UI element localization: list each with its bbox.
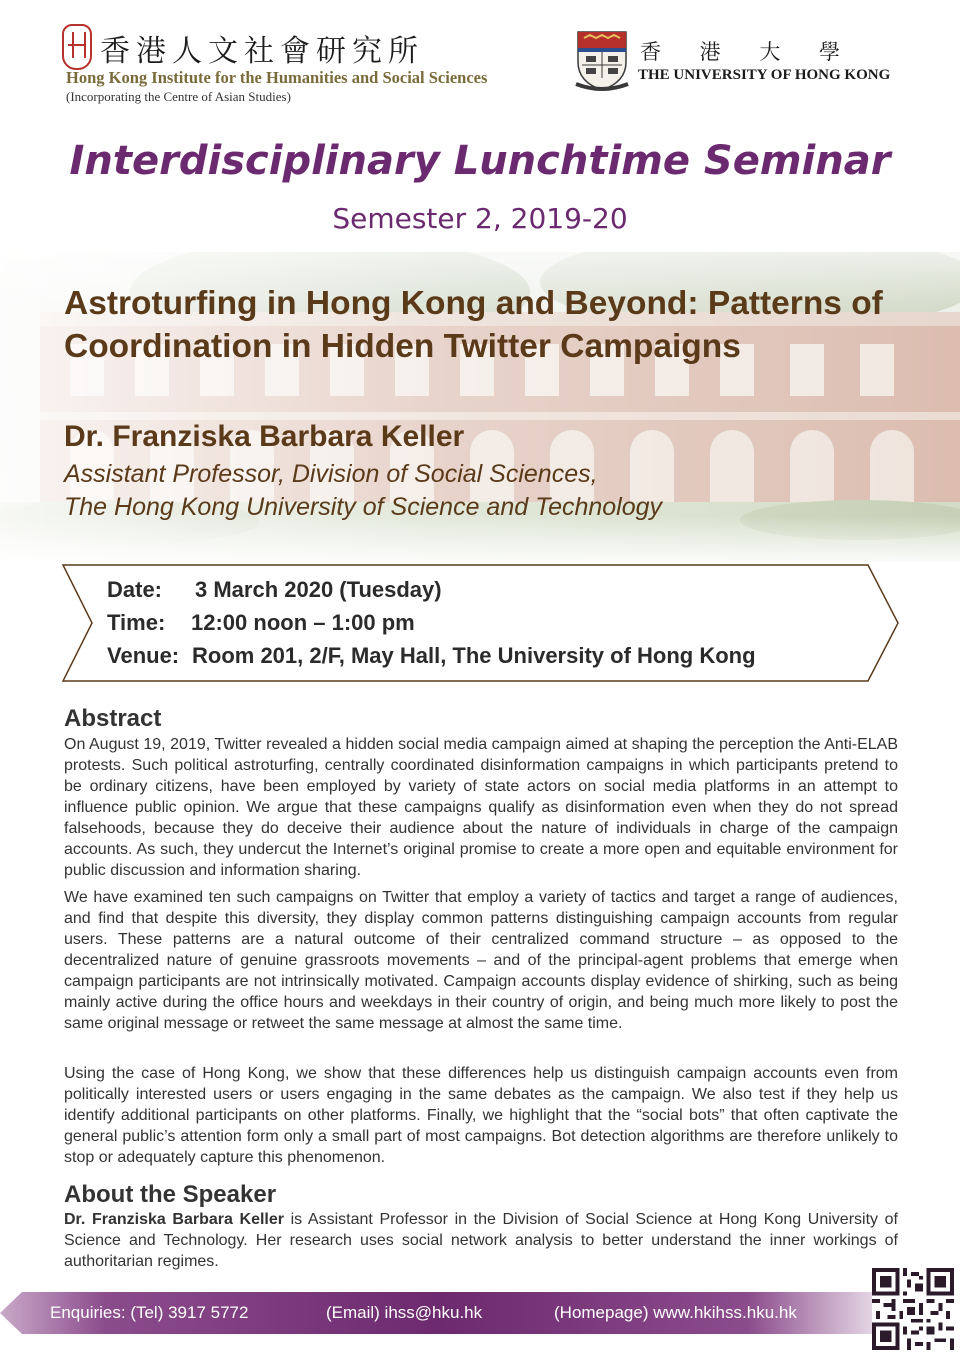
abstract-paragraph-1: On August 19, 2019, Twitter revealed a hidden social media campaign aimed at shaping the perception the Anti-ELAB protests. Such political astroturfing, centrally coordinated disinformation campaigns in which participants pretend to be ordinary citizens, have been employed by variety of state actors on social media platforms in an attempt to influence public opinion. We argue that these campaigns qualify as disinformation even when they do not spread falsehoods, because they do deceive their audience about the nature of individuals in charge of the campaign accounts. As such, they undercut the Internet’s original promise to create a more open and equitable environment for public discussion and information sharing. (64, 736, 898, 879)
about-speaker-name: Dr. Franziska Barbara Keller (64, 1211, 284, 1228)
time-value: 12:00 noon – 1:00 pm (191, 610, 415, 635)
venue-label: Venue: (107, 643, 180, 668)
talk-title: Astroturfing in Hong Kong and Beyond: Patterns of Coordination in Hidden Twitter Campaigns (64, 285, 883, 365)
institute-subtitle: (Incorporating the Centre of Asian Studies) (66, 89, 291, 104)
venue-row (107, 643, 756, 669)
footer-email[interactable]: (Email) ihss@hku.hk (326, 1303, 483, 1322)
about-speaker-heading: About the Speaker (64, 1181, 277, 1208)
footer-homepage[interactable]: (Homepage) www.hkihss.hku.hk (554, 1303, 797, 1322)
time-label: Time: (107, 610, 166, 635)
time-row (107, 610, 415, 636)
footer-telephone: Enquiries: (Tel) 3917 5772 (50, 1303, 249, 1322)
affiliation-line-1: Assistant Professor, Division of Social Sciences, (64, 460, 598, 488)
date-value: 3 March 2020 (Tuesday) (195, 577, 442, 602)
hkihss-seal-logo (62, 24, 92, 70)
speaker-name: Dr. Franziska Barbara Keller (64, 420, 465, 453)
affiliation-line-2: The Hong Kong University of Science and Technology (64, 493, 663, 521)
about-speaker-paragraph (64, 1209, 898, 1272)
seminar-series-title: Interdisciplinary Lunchtime Seminar (69, 138, 891, 184)
date-label: Date: (107, 577, 163, 602)
qr-code (872, 1268, 954, 1350)
abstract-heading: Abstract (64, 705, 162, 732)
institute-name-chinese: 香港人文社會研究所 (100, 34, 424, 69)
hku-crest-logo (574, 28, 630, 92)
university-name-english: THE UNIVERSITY OF HONG KONG (638, 67, 891, 83)
date-row (107, 577, 442, 603)
abstract-paragraph-3: Using the case of Hong Kong, we show that these differences help us distinguish campaign accounts even from politically interested users or users engaging in the same debates as the campaign. We also test if they help us identify additional participants on other platforms. Finally, we highlight that the “social bots” that often captivate the general public’s attention form only a small part of most campaigns. Bot detection algorithms are therefore unlikely to stop or adequately capture this phenomenon. (64, 1065, 898, 1166)
about-speaker-text: is Assistant Professor in the Division of Social Science at Hong Kong University of Science and Technology. Her research uses social network analysis to better understand the inner workings of authoritarian regimes. (64, 1211, 898, 1270)
abstract-paragraph-2: We have examined ten such campaigns on Twitter that employ a variety of tactics and target a range of audiences, and find that despite this diversity, they display common patterns distinguishing campaign accounts from regular users. These patterns are a natural outcome of their centralized command structure – as opposed to the decentralized nature of genuine grassroots movements – and of the principal-agent problems that emerge when campaign participants are not intrinsically motivated. Campaign accounts display evidence of shirking, such as being mainly active during the office hours and weekdays in their country of origin, and being much more likely to post the same original message or retweet the same message at almost the same time. (64, 889, 898, 1032)
venue-value: Room 201, 2/F, May Hall, The University of Hong Kong (192, 643, 756, 668)
university-name-chinese: 香 港 大 學 (640, 40, 857, 64)
semester-label: Semester 2, 2019-20 (332, 202, 628, 235)
institute-name-english: Hong Kong Institute for the Humanities and Social Sciences (66, 68, 488, 87)
speaker-affiliation (64, 458, 662, 524)
